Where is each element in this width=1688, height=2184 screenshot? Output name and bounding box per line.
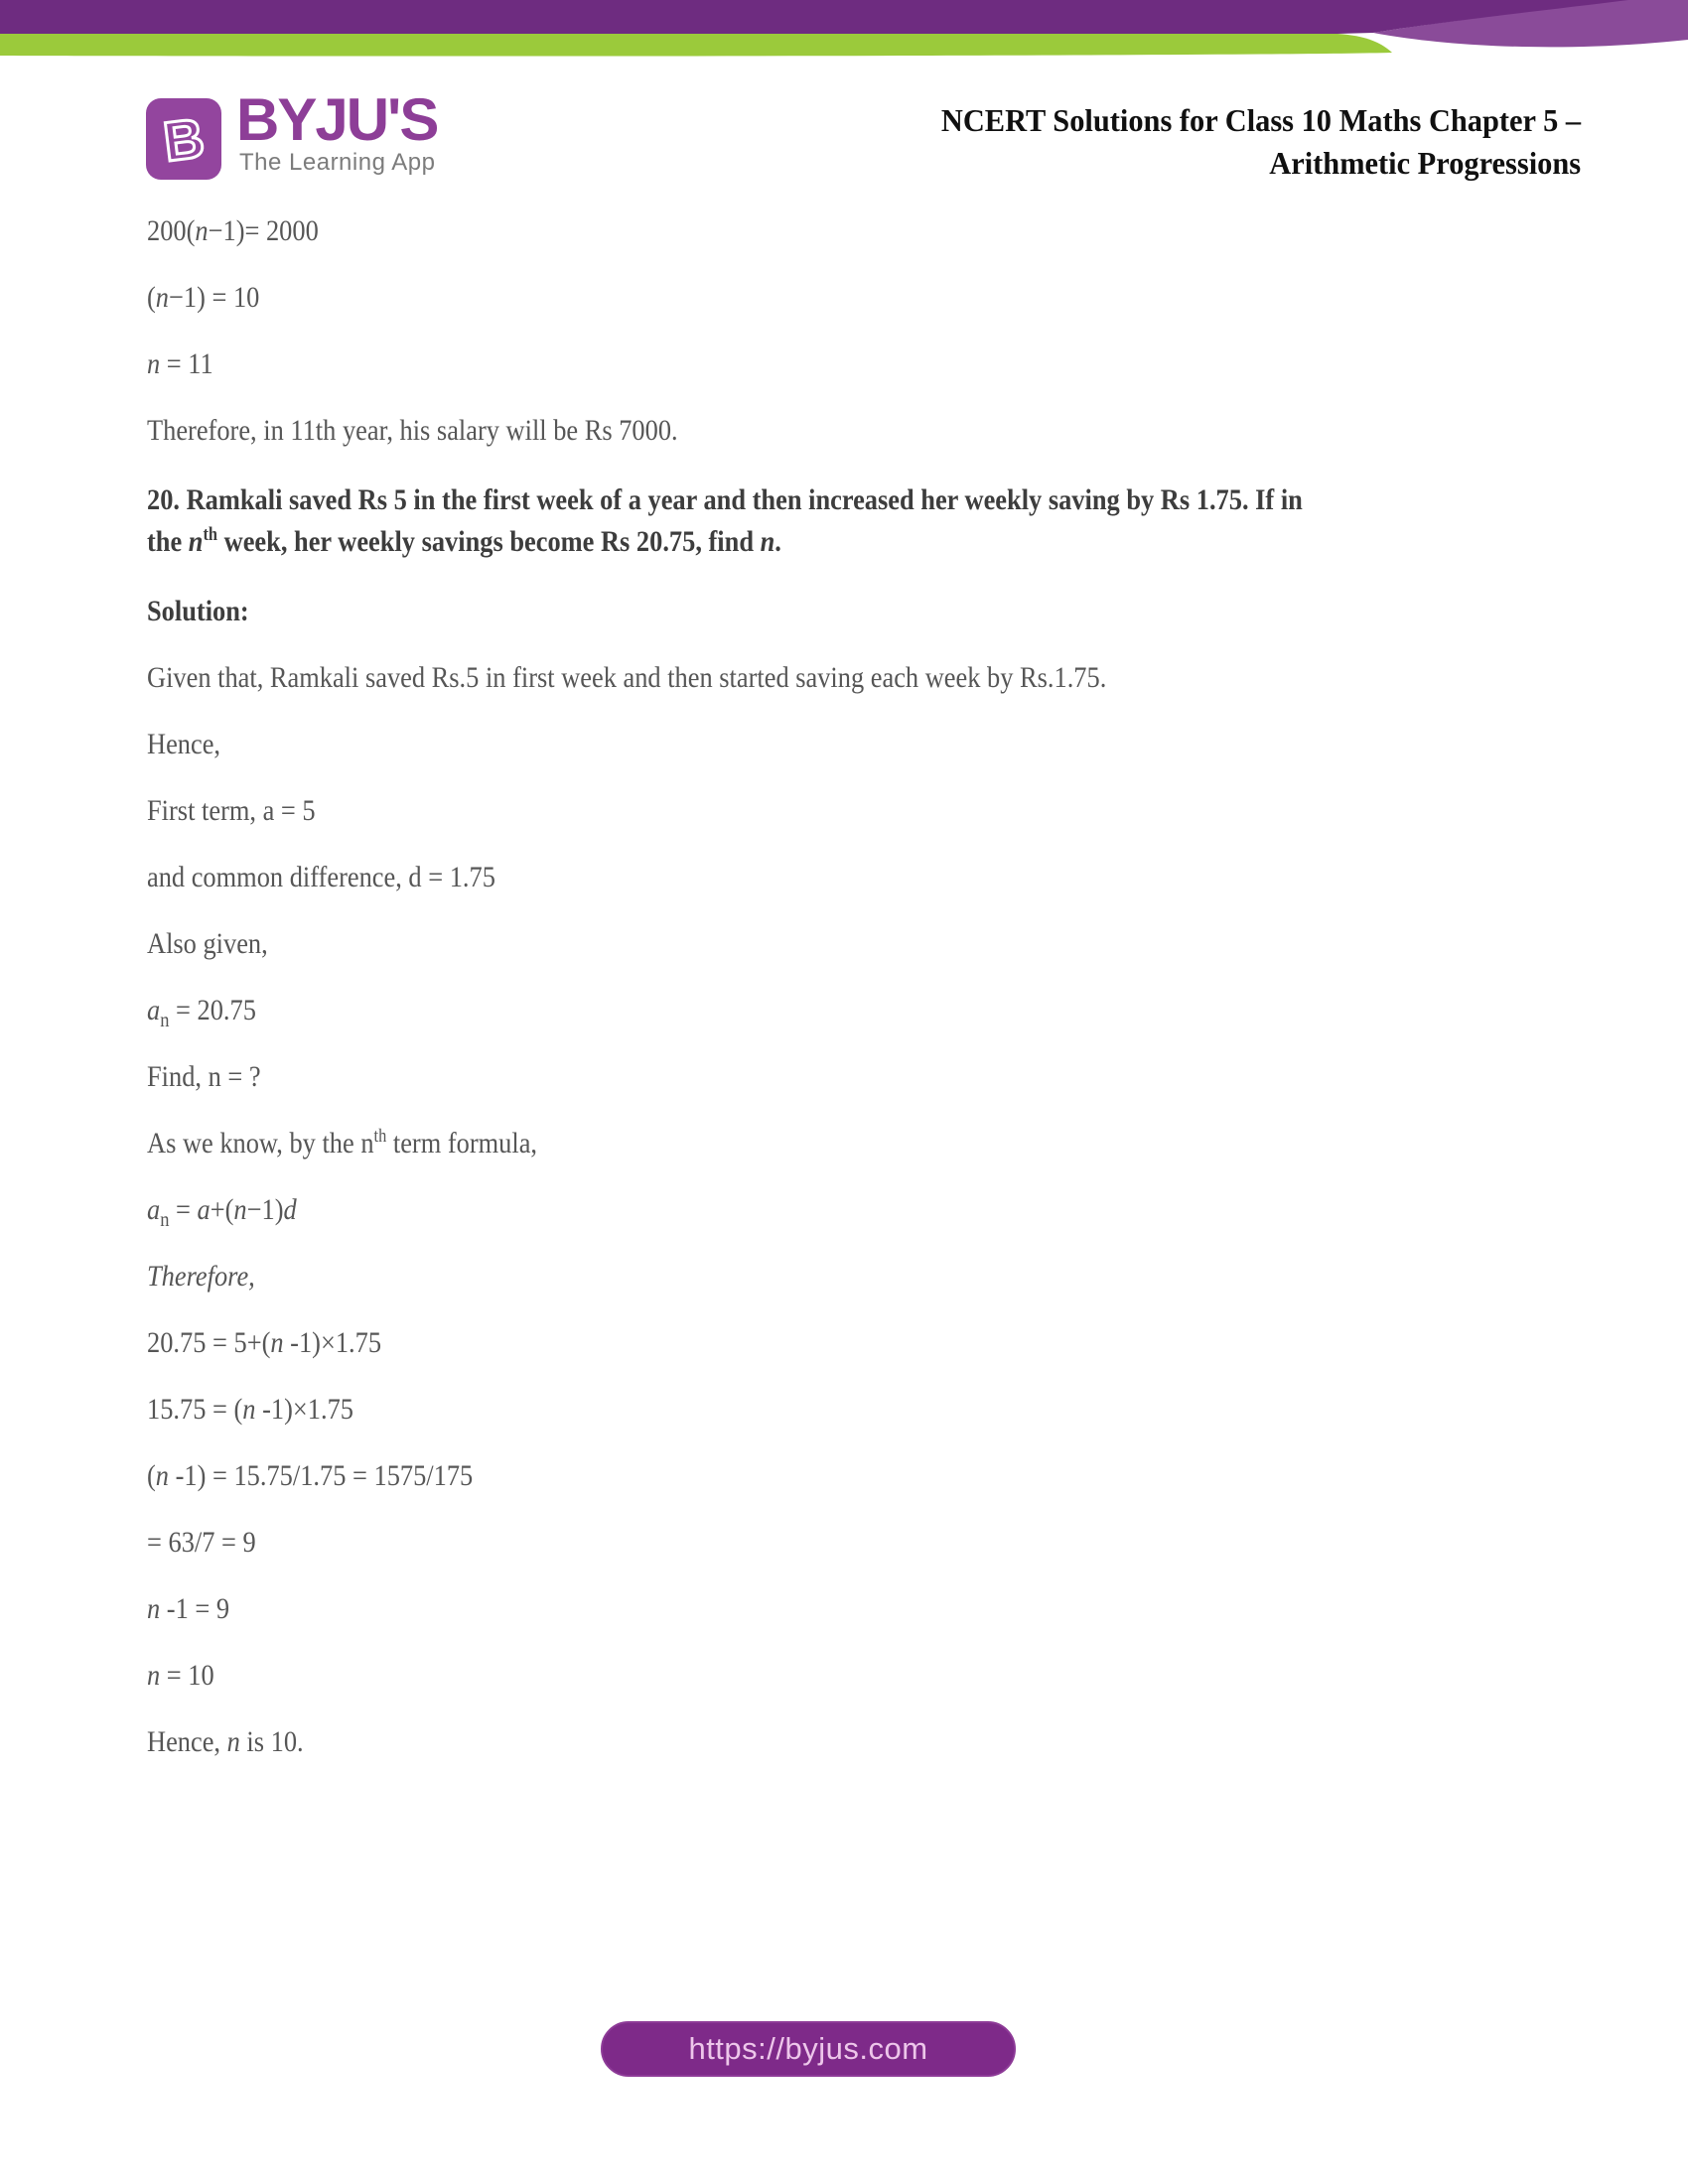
doc-text-segment: a <box>147 1193 161 1226</box>
doc-line <box>147 993 1388 1031</box>
svg-text:B: B <box>160 105 208 174</box>
doc-text-segment: n <box>147 1592 161 1625</box>
doc-line <box>147 413 1388 449</box>
site-link-label: https://byjus.com <box>688 2031 928 2066</box>
doc-text-segment: a <box>147 994 161 1026</box>
doc-line <box>147 1059 1388 1095</box>
doc-line <box>147 860 1388 895</box>
page-title-line2: Arithmetic Progressions <box>1269 145 1581 181</box>
doc-text-segment: = 11 <box>160 347 213 380</box>
doc-text-segment: n <box>155 281 169 314</box>
doc-text-segment: . <box>774 525 781 558</box>
doc-text-segment: Solution: <box>147 595 249 627</box>
doc-text-segment: th <box>373 1126 387 1147</box>
doc-text-segment: 20.75 = 5+( <box>147 1326 271 1359</box>
doc-line <box>147 1591 1388 1627</box>
doc-text-segment: n <box>233 1193 247 1226</box>
doc-text-segment: -1)×1.75 <box>255 1393 353 1426</box>
doc-line <box>147 793 1388 829</box>
doc-line <box>147 727 1388 762</box>
page-title-line1: NCERT Solutions for Class 10 Maths Chapter 5 – <box>940 102 1581 138</box>
doc-text-segment: n <box>160 1008 170 1031</box>
doc-text-segment: = 10 <box>160 1659 214 1692</box>
doc-line <box>147 1325 1388 1361</box>
doc-line <box>147 1458 1388 1494</box>
doc-text-segment: ( <box>147 1459 156 1492</box>
doc-text-segment: n <box>270 1326 284 1359</box>
doc-text-segment: n <box>242 1393 256 1426</box>
doc-text-segment: First term, a = 5 <box>147 794 316 827</box>
doc-text-segment: a <box>197 1193 211 1226</box>
doc-line <box>147 1724 1388 1760</box>
doc-text-segment: the <box>147 525 189 558</box>
doc-text-segment: term formula, <box>386 1127 538 1160</box>
doc-line <box>147 346 1388 382</box>
doc-text-segment: −1) = 10 <box>169 281 260 314</box>
banner-purple-dark-band <box>0 0 1628 34</box>
doc-text-segment: -1 = 9 <box>160 1592 230 1625</box>
doc-text-segment: 15.75 = ( <box>147 1393 243 1426</box>
site-link-button[interactable] <box>601 2021 1016 2077</box>
doc-line <box>147 1658 1388 1694</box>
doc-text-segment: +( <box>210 1193 234 1226</box>
doc-text-segment: = 63/7 = 9 <box>147 1526 256 1559</box>
doc-text-segment: Therefore, <box>147 1260 255 1293</box>
doc-line <box>147 1259 1388 1295</box>
byjus-logo <box>145 86 483 188</box>
banner-green-band <box>0 34 1392 57</box>
doc-line <box>147 479 1388 563</box>
doc-text-segment: -1) = 15.75/1.75 = 1575/175 <box>169 1459 474 1492</box>
doc-text-segment: = 20.75 <box>169 994 256 1026</box>
byjus-logo-icon <box>145 97 222 181</box>
doc-text-segment: n <box>147 1659 161 1692</box>
doc-text-segment: n <box>195 214 209 247</box>
doc-text-segment: -1)×1.75 <box>283 1326 382 1359</box>
doc-text-segment: n <box>226 1725 240 1758</box>
doc-line <box>147 280 1388 316</box>
doc-line <box>147 1392 1388 1428</box>
doc-text-segment: Hence, <box>147 1725 227 1758</box>
doc-text-segment: Hence, <box>147 728 221 760</box>
page-title <box>941 99 1581 185</box>
doc-line <box>147 213 1388 249</box>
doc-text-segment: and common difference, d = 1.75 <box>147 861 495 893</box>
doc-text-segment: th <box>203 524 218 545</box>
doc-text-segment: −1)= 2000 <box>208 214 319 247</box>
doc-text-segment: n <box>760 525 775 558</box>
document-body <box>147 213 1557 1791</box>
doc-text-segment: n <box>147 347 161 380</box>
doc-text-segment: 20. Ramkali saved Rs 5 in the first week of a year and then increased her weekly saving by Rs 1.75. If in <box>147 483 1303 516</box>
doc-line <box>147 660 1388 696</box>
doc-text-segment: Find, n = ? <box>147 1060 261 1093</box>
doc-line <box>147 1525 1388 1561</box>
doc-text-segment: = <box>169 1193 198 1226</box>
doc-text-segment: n <box>188 525 204 558</box>
doc-text-segment: ( <box>147 281 156 314</box>
byjus-tagline: The Learning App <box>239 149 436 176</box>
doc-text-segment: week, her weekly savings become Rs 20.75, find <box>217 525 761 558</box>
header-banner <box>0 0 1688 99</box>
doc-line <box>147 926 1388 962</box>
doc-line <box>147 1126 1388 1161</box>
byjus-wordmark: BYJU'S <box>236 86 438 153</box>
doc-line <box>147 594 1388 629</box>
doc-text-segment: Also given, <box>147 927 268 960</box>
doc-text-segment: Therefore, in 11th year, his salary will be Rs 7000. <box>147 414 678 447</box>
doc-text-segment: n <box>155 1459 169 1492</box>
doc-text-segment: d <box>283 1193 297 1226</box>
doc-text-segment: Given that, Ramkali saved Rs.5 in first week and then started saving each week by Rs.1.75. <box>147 661 1107 694</box>
doc-text-segment: is 10. <box>239 1725 304 1758</box>
doc-text-segment: As we know, by the n <box>147 1127 374 1160</box>
doc-text-segment: 200( <box>147 214 196 247</box>
doc-line <box>147 1192 1388 1231</box>
doc-text-segment: n <box>160 1207 170 1231</box>
doc-text-segment: −1) <box>246 1193 284 1226</box>
